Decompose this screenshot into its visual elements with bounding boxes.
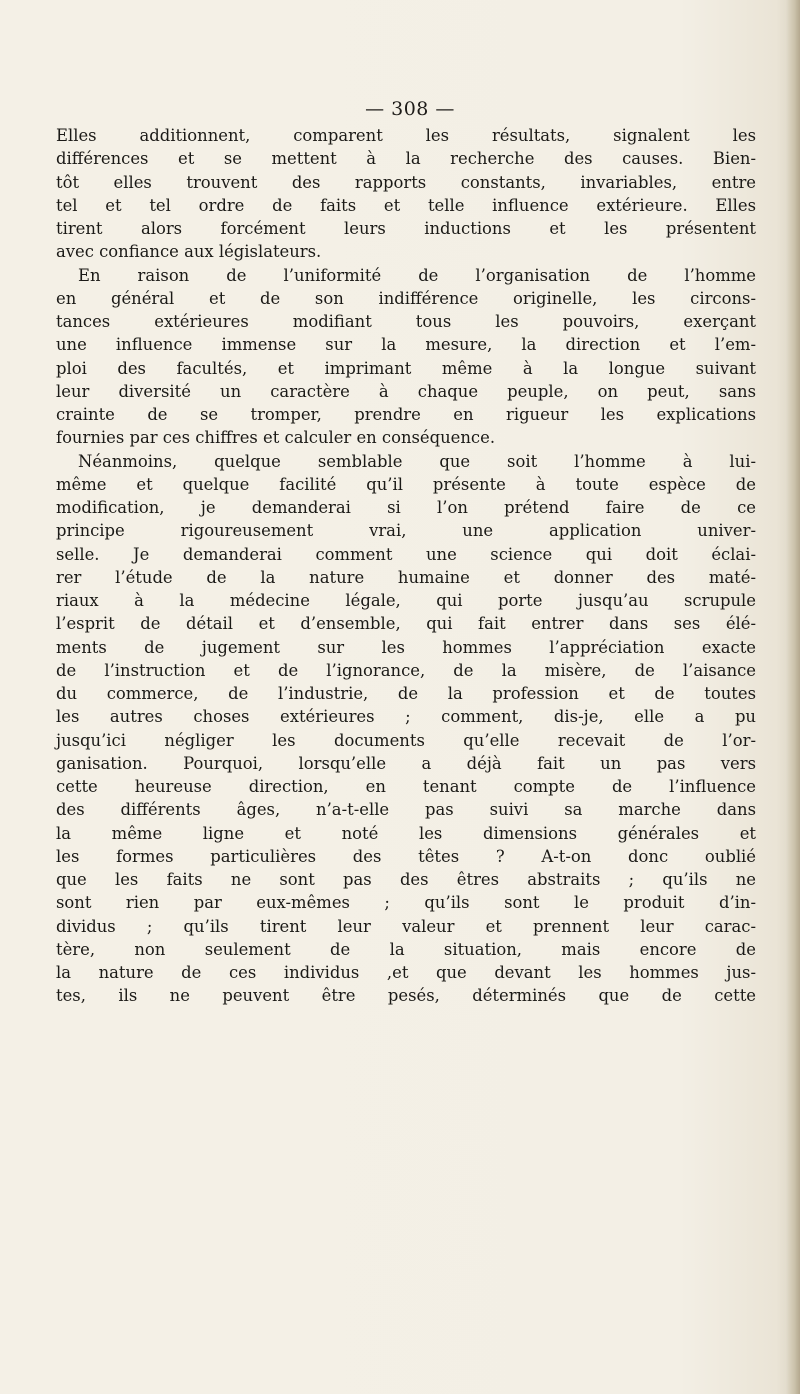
text-line: Néanmoins, quelque semblable que soit l’homme à lui- <box>78 451 756 471</box>
page-edge-shadow <box>786 0 800 1394</box>
text-line: l’esprit de détail et d’ensemble, qui fait entrer dans ses élé- <box>56 614 756 634</box>
text-line: avec confiance aux législateurs. <box>56 242 322 262</box>
text-line: ploi des facultés, et imprimant même à la longue suivant <box>56 358 756 378</box>
text-line: ments de jugement sur les hommes l’appréciation exacte <box>56 637 756 657</box>
text-line: les autres choses extérieures ; comment, dis-je, elle a pu <box>56 707 756 727</box>
text-line: rer l’étude de la nature humaine et donner des maté- <box>56 567 756 587</box>
text-line: des différents âges, n’a-t-elle pas suivi sa marche dans <box>56 800 756 820</box>
text-line: cette heureuse direction, en tenant compte de l’influence <box>56 777 756 796</box>
text-line: tes, ils ne peuvent être pesés, déterminés que de cette <box>56 986 756 1006</box>
text-line: une influence immense sur la mesure, la direction et l’em- <box>56 335 756 355</box>
text-line: leur diversité un caractère à chaque peuple, on peut, sans <box>56 381 756 401</box>
text-line: Elles additionnent, comparent les résultats, signalent les <box>56 126 756 145</box>
text-line: sont rien par eux-mêmes ; qu’ils sont le produit d’in- <box>56 893 756 913</box>
text-line: tère, non seulement de la situation, mais encore de <box>56 939 756 959</box>
text-line: différences et se mettent à la recherche des causes. Bien- <box>56 149 756 169</box>
text-line: la même ligne et noté les dimensions générales et <box>56 823 756 843</box>
text-line: tel et tel ordre de faits et telle influence extérieure. Elles <box>56 195 756 215</box>
text-line: du commerce, de l’industrie, de la profession et de toutes <box>56 684 756 703</box>
text-line: tirent alors forcément leurs inductions et les présentent <box>56 219 756 238</box>
text-line: fournies par ces chiffres et calculer en conséquence. <box>56 428 496 448</box>
text-line: dividus ; qu’ils tirent leur valeur et prennent leur carac- <box>56 916 756 936</box>
text-line: crainte de se tromper, prendre en rigueur les explications <box>56 405 756 424</box>
text-line: même et quelque facilité qu’il présente à toute espèce de <box>56 474 756 494</box>
text-line: de l’instruction et de l’ignorance, de la misère, de l’aisance <box>56 660 756 680</box>
text-line: selle. Je demanderai comment une science qui doit éclai- <box>56 544 756 564</box>
text-line: tances extérieures modifiant tous les pouvoirs, exerçant <box>56 312 756 331</box>
text-line: jusqu’ici négliger les documents qu’elle recevait de l’or- <box>56 730 756 750</box>
page-number: — 308 — <box>365 98 455 120</box>
text-line: modification, je demanderai si l’on prétend faire de ce <box>56 498 756 517</box>
text-line: la nature de ces individus ,et que devant les hommes jus- <box>56 963 756 982</box>
text-line: En raison de l’uniformité de l’organisation de l’homme <box>78 265 756 285</box>
text-line: ganisation. Pourquoi, lorsqu’elle a déjà fait un pas vers <box>56 753 756 773</box>
text-line: principe rigoureusement vrai, une application univer- <box>56 521 756 541</box>
text-line: que les faits ne sont pas des êtres abstraits ; qu’ils ne <box>56 870 756 889</box>
body-text <box>56 124 756 1008</box>
text-line: tôt elles trouvent des rapports constants, invariables, entre <box>56 172 756 192</box>
text-line: riaux à la médecine légale, qui porte jusqu’au scrupule <box>56 591 756 610</box>
text-line: en général et de son indifférence originelle, les circons- <box>56 288 756 308</box>
text-line: les formes particulières des têtes ? A-t-on donc oublié <box>56 846 756 866</box>
